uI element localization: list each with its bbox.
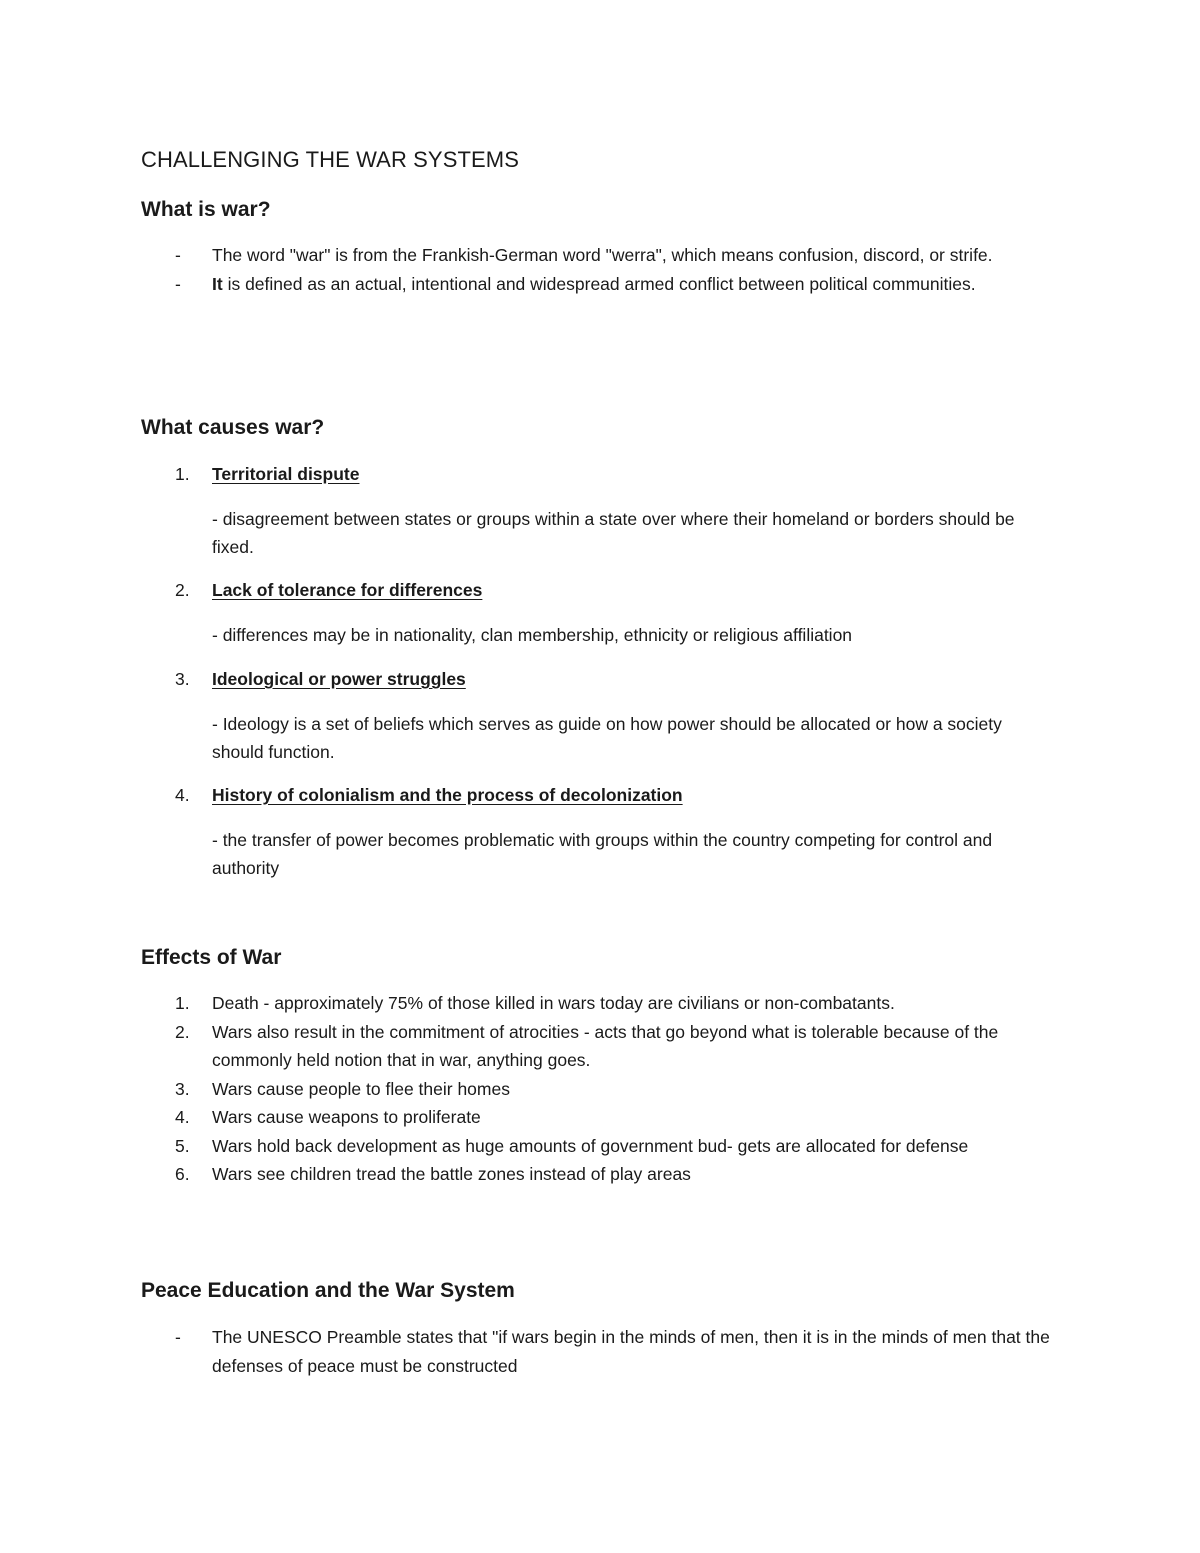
cause-item bbox=[141, 576, 1061, 649]
section-heading-effects-of-war: Effects of War bbox=[141, 946, 282, 969]
list-item-text: The word "war" is from the Frankish-German word "werra", which means confusion, discord, or strife. bbox=[212, 245, 993, 265]
section-heading-peace-education: Peace Education and the War System bbox=[141, 1279, 515, 1302]
list-item bbox=[141, 989, 1057, 1018]
list-item bbox=[141, 1160, 1057, 1189]
document-title: CHALLENGING THE WAR SYSTEMS bbox=[141, 147, 519, 172]
list-number: 3. bbox=[175, 1078, 190, 1099]
cause-description: - disagreement between states or groups within a state over where their homeland or borders should be fixed. bbox=[212, 508, 1015, 557]
list-item-text: The UNESCO Preamble states that "if wars begin in the minds of men, then it is in the minds of men that the defenses of peace must be constructed bbox=[212, 1327, 1050, 1376]
list-number: 6. bbox=[175, 1164, 190, 1184]
list-number: 3. bbox=[175, 669, 190, 689]
list-item bbox=[141, 1018, 1057, 1075]
list-item-text: Death - approximately 75% of those killed in wars today are civilians or non-combatants. bbox=[212, 993, 895, 1013]
cause-item bbox=[141, 665, 1061, 767]
list-item bbox=[141, 1103, 1057, 1132]
dash-bullet: - bbox=[175, 245, 181, 265]
cause-item bbox=[141, 460, 1061, 562]
list-item-text: Wars cause people to flee their homes bbox=[212, 1078, 510, 1099]
section-heading-what-causes-war: What causes war? bbox=[141, 416, 325, 439]
effects-list bbox=[141, 989, 1057, 1189]
list-number: 1. bbox=[175, 993, 190, 1013]
list-item-text: Wars see children tread the battle zones instead of play areas bbox=[212, 1164, 691, 1184]
cause-item bbox=[141, 781, 1061, 883]
cause-description: - the transfer of power becomes problematic with groups within the country competing for control and authority bbox=[212, 829, 993, 878]
cause-title: History of colonialism and the process of decolonization bbox=[212, 785, 683, 805]
list-item bbox=[141, 1132, 1057, 1161]
list-item-text: Wars hold back development as huge amounts of government bud- gets are allocated for defense bbox=[212, 1135, 969, 1156]
list-number: 5. bbox=[175, 1135, 190, 1156]
list-item-lead-bold: It bbox=[212, 273, 223, 294]
cause-description: - Ideology is a set of beliefs which serves as guide on how power should be allocated or how a society should function. bbox=[212, 713, 1002, 762]
list-item bbox=[141, 1323, 1057, 1380]
cause-title: Territorial dispute bbox=[212, 464, 360, 484]
section-heading-what-is-war: What is war? bbox=[141, 198, 271, 221]
cause-title: Lack of tolerance for differences bbox=[212, 580, 483, 600]
list-item-text: is defined as an actual, intentional and widespread armed conflict between political communities. bbox=[222, 273, 976, 294]
dash-bullet: - bbox=[175, 273, 181, 294]
list-number: 2. bbox=[175, 1021, 190, 1042]
what-is-war-list bbox=[141, 241, 1057, 298]
cause-title: Ideological or power struggles bbox=[212, 669, 466, 689]
list-item bbox=[141, 270, 1057, 299]
list-item bbox=[141, 1075, 1057, 1104]
peace-education-list bbox=[141, 1323, 1057, 1380]
list-number: 4. bbox=[175, 785, 190, 805]
dash-bullet: - bbox=[175, 1327, 181, 1347]
list-number: 2. bbox=[175, 580, 190, 600]
list-item-text: Wars also result in the commitment of atrocities - acts that go beyond what is tolerable because of the commonly held notion that in war, anything goes. bbox=[212, 1021, 999, 1070]
list-item bbox=[141, 241, 1057, 270]
cause-description: - differences may be in nationality, clan membership, ethnicity or religious affiliation bbox=[212, 624, 853, 645]
list-item-text: Wars cause weapons to proliferate bbox=[212, 1107, 481, 1127]
list-number: 4. bbox=[175, 1107, 190, 1127]
list-number: 1. bbox=[175, 464, 190, 484]
